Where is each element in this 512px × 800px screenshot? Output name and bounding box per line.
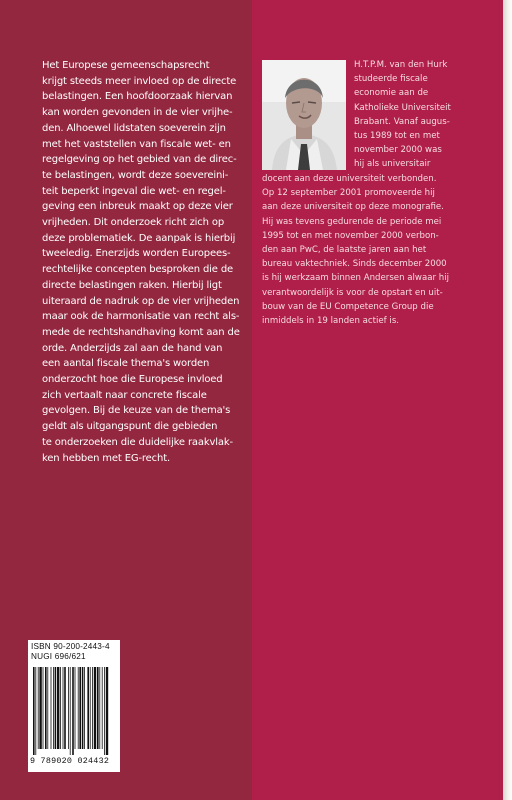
author-photo xyxy=(262,60,346,170)
barcode-label xyxy=(28,640,120,772)
barcode-icon xyxy=(32,667,116,755)
author-bio-bottom: docent aan deze universiteit verbonden. Op 12 september 2001 promoveerde hij aan deze universiteit op deze monografie. Hij was tevens gedurende de periode mei 1995 tot en met november 2000 verbon- den aan PwC, de laatste jaren aan het bureau vaktechniek. Sinds december 2000 is hij werkzaam binnen Andersen alwaar hij verantwoordelijk is voor de opstart en uit- bouw van de EU Competence Group die inmiddels in 19 landen actief is. xyxy=(262,174,449,327)
page-edge xyxy=(503,0,512,800)
book-summary: Het Europese gemeenschapsrecht krijgt steeds meer invloed op de directe belastingen. Een hoofdoorzaak hiervan kan worden gevonden in de vier vrijhe- den. Alhoewel lidstaten soeverein zijn met het vaststellen van fiscale wet- en regelgeving op het gebied van de direc- te belastingen, wordt deze soevereini- teit beperkt ingeval die wet- en regel- geving een inbreuk maakt op deze vier vrijheden. Dit onderzoek richt zich op deze problematiek. De aanpak is hierbij tweeledig. Enerzijds worden Europees- rechtelijke concepten besproken die de directe belastingen raken. Hierbij ligt uiteraard de nadruk op de vier vrijheden maar ook de harmonisatie van recht als- mede de rechtshandhaving komt aan de orde. Anderzijds zal aan de hand van een aantal fiscale thema's worden onderzocht hoe die Europese invloed zich vertaalt naar concrete fiscale gevolgen. Bij de keuze van de thema's geldt als uitgangspunt die gebieden te onderzoeken die duidelijke raakvlak- ken hebben met EG-recht. xyxy=(42,60,240,464)
author-bio-top: H.T.P.M. van den Hurk studeerde fiscale economie aan de Katholieke Universiteit Brabant. Vanaf augus- tus 1989 tot en met november 2000 was hij als universitair xyxy=(354,60,451,170)
nugi-code: NUGI 696/621 xyxy=(31,652,86,661)
isbn-number: ISBN 90-200-2443-4 xyxy=(31,642,110,651)
summary-panel xyxy=(0,0,252,800)
barcode-digits: 9 789020 024432 xyxy=(30,756,110,766)
author-portrait-icon xyxy=(262,60,346,170)
